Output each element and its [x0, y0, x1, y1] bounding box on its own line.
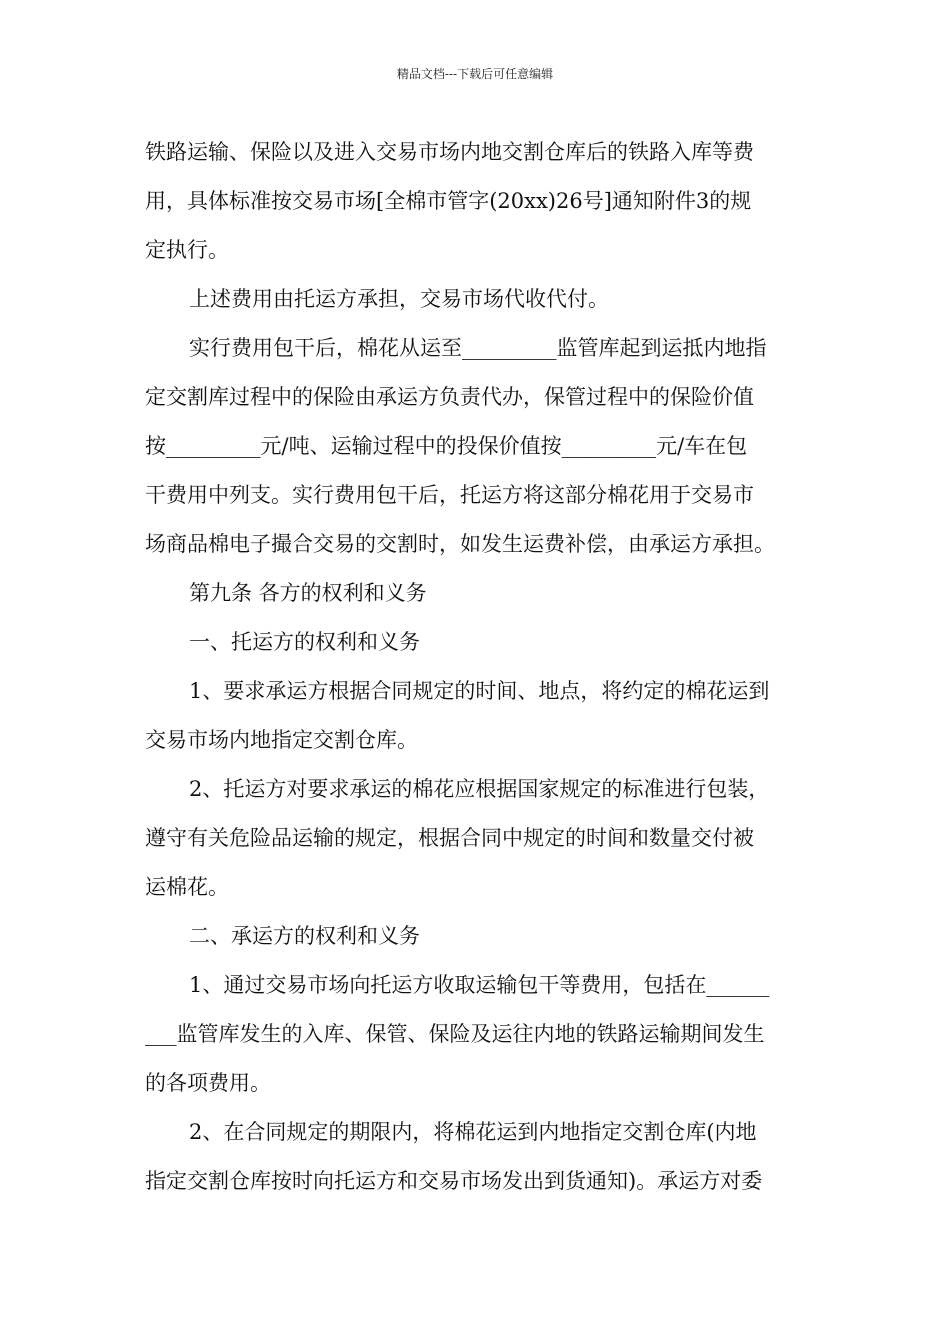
- text-line: 遵守有关危险品运输的规定，根据合同中规定的时间和数量交付被: [145, 826, 754, 850]
- paragraph-start: 实行费用包干后，棉花从运至_________监管库起到运抵内地指: [189, 336, 767, 360]
- text-line: 用，具体标准按交易市场[全棉市管字(20xx)26号]通知附件3的规: [145, 189, 752, 213]
- paragraph-start: 1、要求承运方根据合同规定的时间、地点，将约定的棉花运到: [189, 679, 770, 703]
- text-line: 运棉花。: [145, 875, 229, 899]
- text-line: ___监管库发生的入库、保管、保险及运往内地的铁路运输期间发生: [145, 1022, 765, 1046]
- document-body: [145, 128, 807, 1206]
- text-line: 干费用中列支。实行费用包干后，托运方将这部分棉花用于交易市: [145, 483, 754, 507]
- text-line: 铁路运输、保险以及进入交易市场内地交割仓库后的铁路入库等费: [145, 140, 754, 164]
- paragraph-start: 1、通过交易市场向托运方收取运输包干等费用，包括在______: [189, 973, 770, 997]
- paragraph-start: 2、在合同规定的期限内，将棉花运到内地指定交割仓库(内地: [189, 1120, 757, 1144]
- section-heading: 第九条 各方的权利和义务: [189, 581, 427, 605]
- text-line: 定执行。: [145, 238, 229, 262]
- page-header: 精品文档---下载后可任意编辑: [396, 67, 554, 81]
- paragraph-start: 上述费用由托运方承担，交易市场代收代付。: [189, 287, 609, 311]
- subsection-heading: 二、承运方的权利和义务: [189, 924, 420, 948]
- subsection-heading: 一、托运方的权利和义务: [189, 630, 420, 654]
- text-line: 的各项费用。: [145, 1071, 271, 1095]
- text-line: 场商品棉电子撮合交易的交割时，如发生运费补偿，由承运方承担。: [145, 532, 775, 556]
- text-line: 按_________元/吨、运输过程中的投保价值按_________元/车在包: [145, 434, 748, 458]
- text-line: 指定交割仓库按时向托运方和交易市场发出到货通知)。承运方对委: [145, 1169, 763, 1193]
- paragraph-start: 2、托运方对要求承运的棉花应根据国家规定的标准进行包装，: [189, 777, 770, 801]
- text-line: 定交割库过程中的保险由承运方负责代办，保管过程中的保险价值: [145, 385, 754, 409]
- text-line: 交易市场内地指定交割仓库。: [145, 728, 418, 752]
